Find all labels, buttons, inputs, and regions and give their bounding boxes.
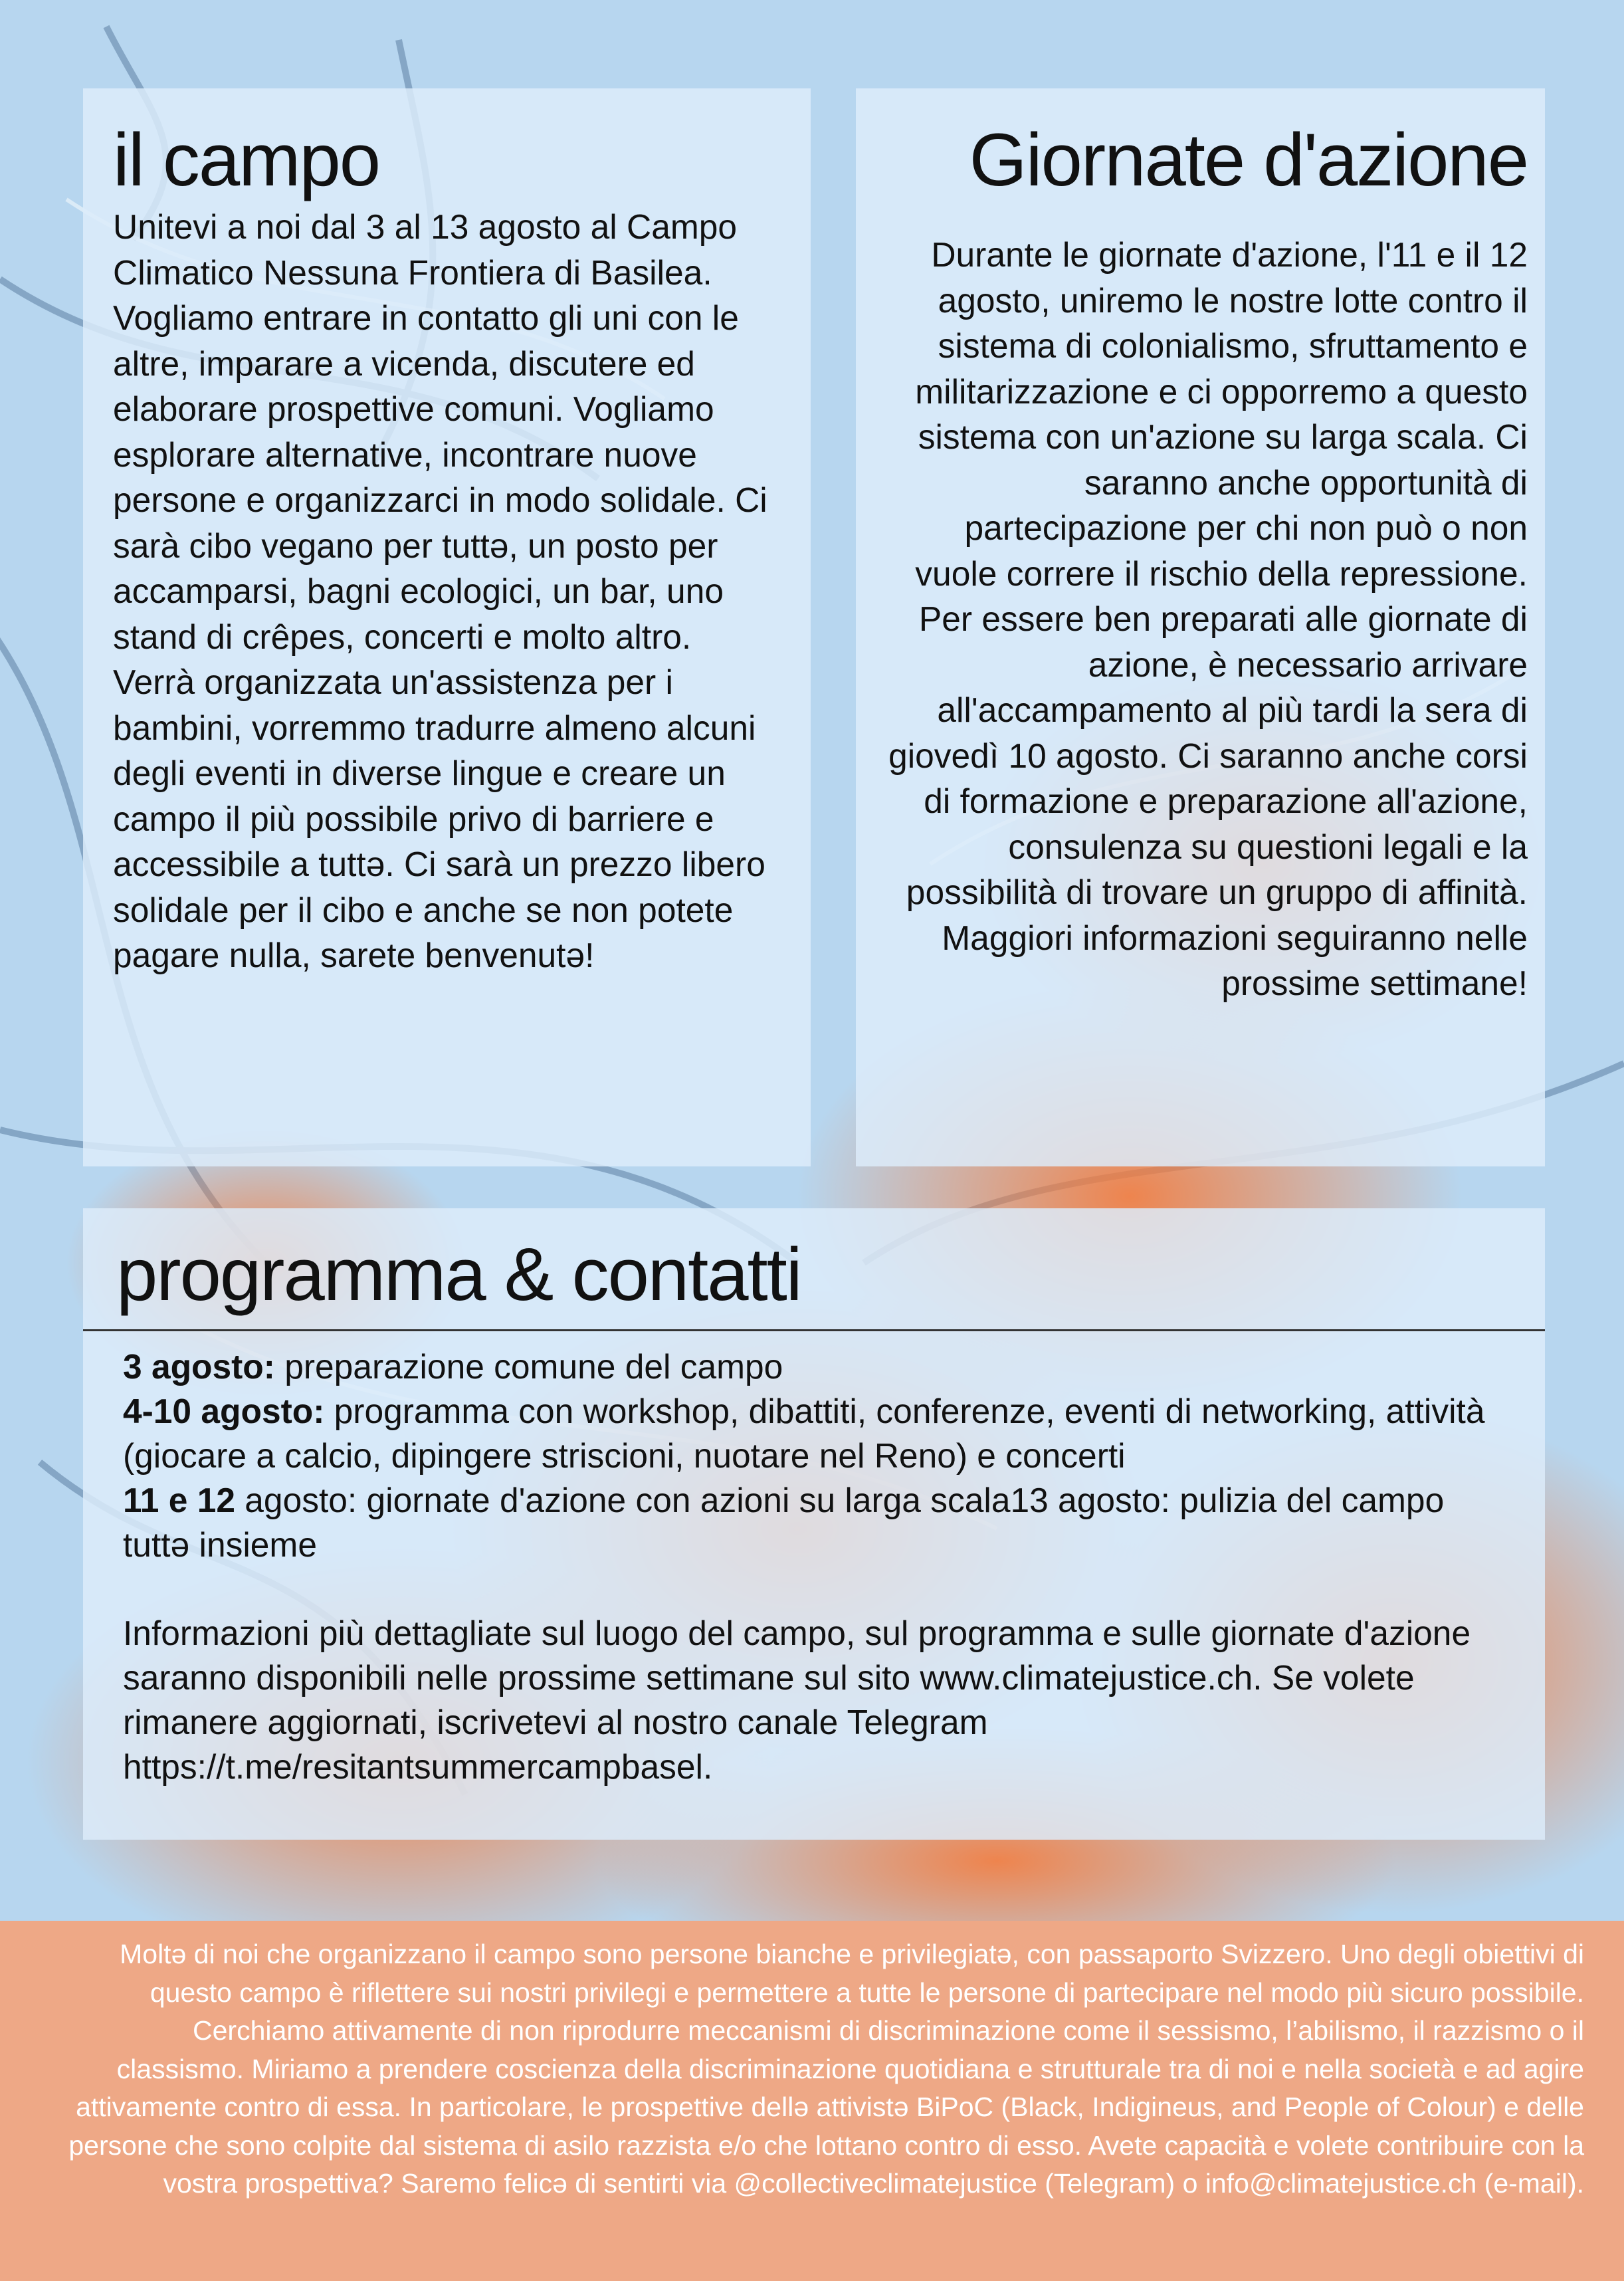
programma-item	[123, 1478, 1505, 1567]
azione-text: Durante le giornate d'azione, l'11 e il 12 agosto, uniremo le nostre lotte contro il sistema di colonialismo, sfruttamento e militarizzazione e ci opporremo a questo sistema con un'azione su larga scala. Ci saranno anche opportunità di partecipazione per chi non può o non vuole correre il rischio della repressione. Per essere ben preparati alle giornate di azione, è necessario arrivare all'accampamento al più tardi la sera di giovedì 10 agosto. Ci saranno anche corsi di formazione e preparazione all'azione, consulenza su questioni legali e la possibilità di trovare un gruppo di affinità. Maggiori informazioni seguiranno nelle prossime settimane!	[888, 235, 1528, 1002]
divider	[83, 1329, 1545, 1331]
campo-text: Unitevi a noi dal 3 al 13 agosto al Campo Climatico Nessuna Frontiera di Basilea. Vogliamo entrare in contatto gli uni con le altre, imparare a vicenda, discutere ed elaborare prospettive comuni. Vogliamo esplorare alternative, incontrare nuove persone e organizzarci in modo solidale. Ci sarà cibo vegano per tuttə, un posto per accamparsi, bagni ecologici, un bar, uno stand di crêpes, concerti e molto altro. Verrà organizzata un'assistenza per i bambini, vorremmo tradurre almeno alcuni degli eventi in diverse lingue e creare un campo il più possibile privo di barriere e accessibile a tuttə. Ci sarà un prezzo libero solidale per il cibo e anche se non potete pagare nulla, sarete benvenutə!	[113, 207, 767, 974]
programma-item-date: 4-10 agosto:	[123, 1392, 325, 1430]
footer-statement	[0, 1921, 1624, 2281]
footer-text: Moltə di noi che organizzano il campo sono persone bianche e privilegiatə, con passaporto Svizzero. Uno degli obiettivi di questo campo è riflettere sui nostri privilegi e permettere a tutte le persone di partecipare nel modo più sicuro possibile. Cerchiamo attivamente di non riprodurre meccanismi di discriminazione come il sessismo, l’abilismo, il razzismo o il classismo. Miriamo a prendere coscienza della discriminazione quotidiana e strutturale tra di noi e nella società e ad agire attivamente contro di essa. In particolare, le prospettive dellə attivistə BiPoC (Black, Indigineus, and People of Colour) e delle persone che sono colpite dal sistema di asilo razzista e/o che lottano contro di esso. Avete capacità e volete contribuire con la vostra prospettiva? Saremo felicə di sentirti via @collectiveclimatejustice (Telegram) o info@climatejustice.ch (e-mail).	[68, 1939, 1584, 2199]
azione-title: Giornate d'azione	[969, 118, 1528, 201]
programma-item-date: 3 agosto:	[123, 1347, 275, 1386]
programma-item	[123, 1389, 1505, 1478]
programma-info: Informazioni più dettagliate sul luogo del campo, sul programma e sulle giornate d'azione saranno disponibili nelle prossime settimane sul sito www.climatejustice.ch. Se volete rimanere aggiornati, iscrivetevi al nostro canale Telegram https://t.me/resitantsummercampbasel.	[123, 1614, 1471, 1786]
programma-panel	[83, 1208, 1545, 1840]
programma-item-date: 11 e 12	[123, 1481, 235, 1519]
programma-item-text: programma con workshop, dibattiti, conferenze, eventi di networking, attività (giocare a calcio, dipingere striscioni, nuotare nel Reno) e concerti	[123, 1392, 1485, 1475]
programma-title: programma & contatti	[116, 1233, 801, 1316]
programma-item-text: agosto: giornate d'azione con azioni su larga scala13 agosto: pulizia del campo tuttə insieme	[123, 1481, 1445, 1564]
campo-title: il campo	[113, 118, 380, 201]
programma-item-text: preparazione comune del campo	[274, 1347, 783, 1386]
azione-panel	[856, 88, 1545, 1166]
programma-item	[123, 1345, 1505, 1389]
campo-panel	[83, 88, 811, 1166]
